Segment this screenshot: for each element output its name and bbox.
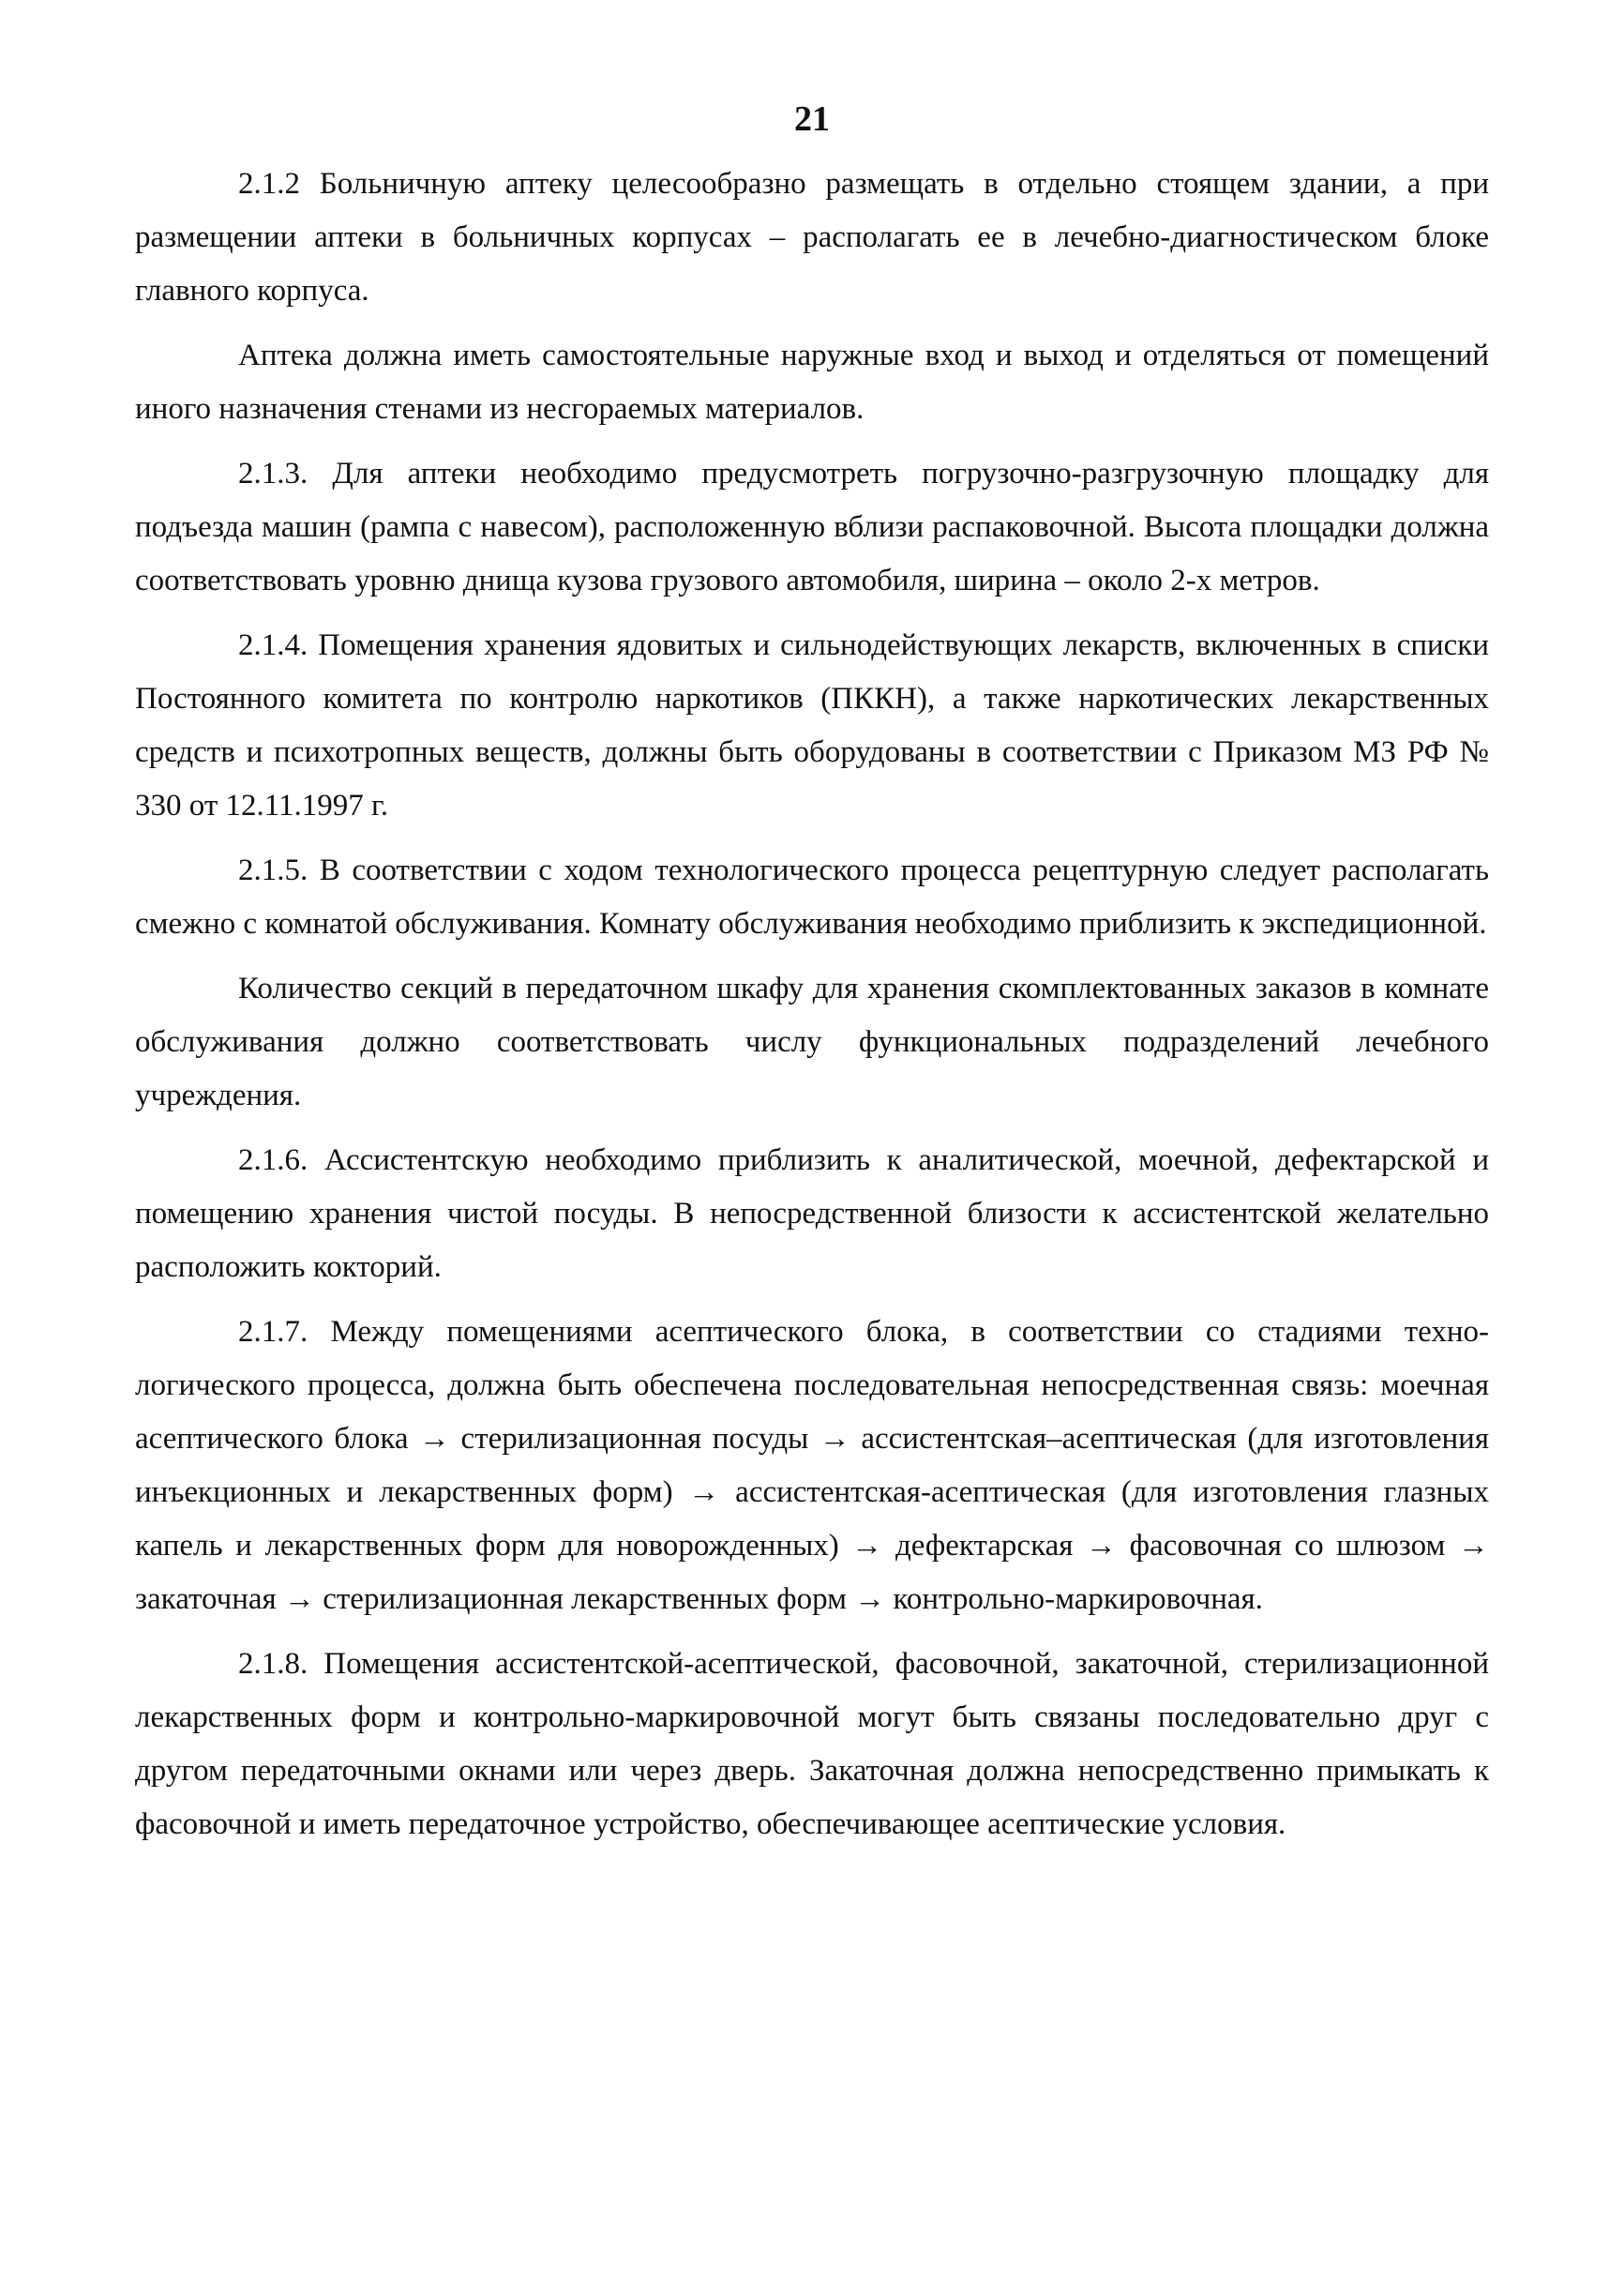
page-number: 21 (794, 99, 830, 139)
paragraph-sections-count: Количество секций в передаточном шкафу для хранения скомплектованных заказов в комнате обслуживания должно соответствовать числу функциональных подразделений лечебного учреждения. (135, 972, 1489, 1112)
paragraph-2-1-5: 2.1.5. В соответствии с ходом технологического процесса рецептурную следует располагать смежно с комнатой обслуживания. Комнату обслуживания необходимо приблизить к экспедиционной. (135, 853, 1489, 941)
paragraph-2-1-3: 2.1.3. Для аптеки необходимо предусмотреть погрузочно-разгрузочную площадку для подъезда машин (рампа с навесом), расположенную вблизи распаковочной. Высота площадки должна соответствовать уровню днища кузова грузового автомобиля, ширина – около 2-х метров. (135, 457, 1489, 597)
paragraph-2-1-6: 2.1.6. Ассистентскую необходимо приблизить к аналитической, моечной, дефектарской и помещению хранения чистой посуды. В непосредственной близости к ассистентской желательно расположить кокторий. (135, 1143, 1489, 1284)
paragraph-2-1-8: 2.1.8. Помещения ассистентской-асептической, фасовочной, закаточной, стерилизационной лекарственных форм и контрольно-маркировочной могут быть связаны последовательно друг с другом передаточными окнами или через дверь. Закаточная должна непосредственно примыкать к фасовочной и иметь передаточное устройство, обеспечивающее асептические условия. (135, 1647, 1489, 1841)
paragraph-2-1-7: 2.1.7. Между помещениями асептического блока, в соответствии со стадиями технологического процесса, должна быть обеспечена последовательная непосредственная связь: моечная асептического блока → стерилизационная посуды → ассистентская–асептическая (для изготовления инъекционных и лекарственных форм) → ассистентская-асептическая (для изготовления глазных капель и лекарственных форм для новорожденных) → дефектарская → фасовочная со шлюзом → закаточная → стерилизационная лекарственных форм → контрольно-маркировочная. (135, 1315, 1489, 1616)
paragraph-2-1-2: 2.1.2 Больничную аптеку целесообразно размещать в отдельно стоящем здании, а при размещении аптеки в больничных корпусах – располагать ее в лечебно-диагностическом блоке главного корпуса. (135, 167, 1489, 308)
paragraph-2-1-4: 2.1.4. Помещения хранения ядовитых и сильнодействующих лекарств, включенных в списки Постоянного комитета по контролю наркотиков (ПККН), а также наркотических лекарственных средств и психотропных веществ, должны быть оборудованы в соответствии с Приказом МЗ РФ № 330 от 12.11.1997 г. (135, 628, 1489, 823)
paragraph-pharmacy-entrance: Аптека должна иметь самостоятельные наружные вход и выход и отделяться от помещений иного назначения стенами из несгораемых материалов. (135, 339, 1489, 426)
document-body (135, 158, 1489, 1863)
